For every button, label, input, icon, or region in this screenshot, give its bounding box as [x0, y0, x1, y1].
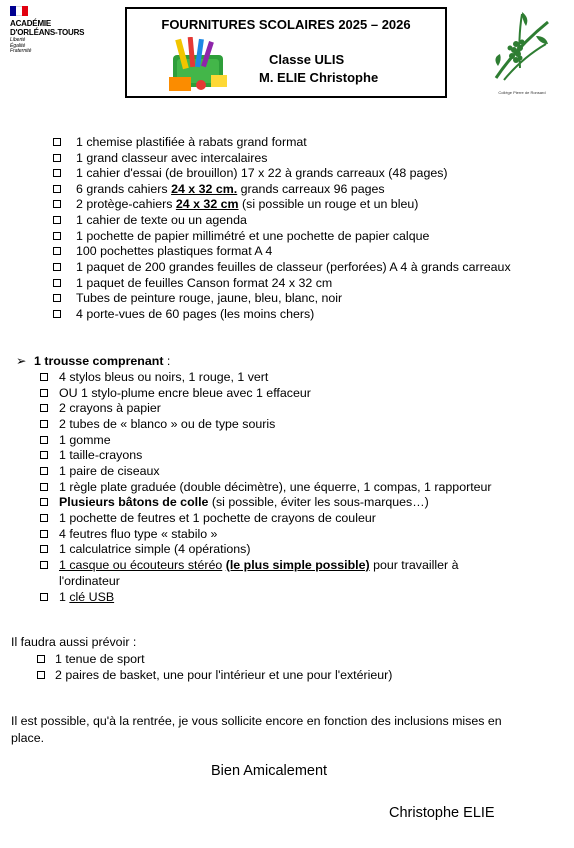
- college-emblem-icon: [486, 8, 556, 90]
- checkbox-icon: [40, 561, 48, 569]
- list-item-text: 1 paire de ciseaux: [59, 464, 160, 478]
- glue-bold: Plusieurs bâtons de colle: [59, 495, 209, 509]
- list-item-text: 1 cahier de texte ou un agenda: [76, 213, 247, 227]
- checkbox-icon: [40, 436, 48, 444]
- list-item-text: 100 pochettes plastiques format A 4: [76, 244, 273, 258]
- text-part: 1: [59, 590, 70, 604]
- text-part: :: [163, 354, 171, 368]
- list-item-text: [59, 495, 429, 509]
- list-item-text: 1 paquet de 200 grandes feuilles de classeur (perforées) A 4 à grands carreaux: [76, 260, 511, 274]
- list-item-text: 1 tenue de sport: [55, 652, 145, 666]
- checkbox-icon: [53, 247, 61, 255]
- trousse-heading: [34, 354, 170, 368]
- academy-name-line2: D'ORLÉANS-TOURS: [10, 28, 85, 37]
- checkbox-icon: [40, 451, 48, 459]
- list-item-text: 1 cahier d'essai (de brouillon) 17 x 22 à grands carreaux (48 pages): [76, 166, 448, 180]
- checkbox-icon: [37, 671, 45, 679]
- header-box: [125, 7, 447, 98]
- checkbox-icon: [40, 467, 48, 475]
- arrow-bullet-icon: ➢: [16, 354, 27, 368]
- usb-underlined: clé USB: [69, 590, 115, 604]
- list-item-text: 4 feutres fluo type « stabilo »: [59, 527, 218, 541]
- text-part: (si possible, éviter les sous-marques…): [208, 495, 429, 509]
- checkbox-icon: [40, 498, 48, 506]
- list-item-text: 1 gomme: [59, 433, 111, 447]
- list-item-text: 2 tubes de « blanco » ou de type souris: [59, 417, 276, 431]
- checkbox-icon: [40, 530, 48, 538]
- text-part: 6 grands cahiers: [76, 182, 172, 196]
- checkbox-icon: [53, 169, 61, 177]
- college-logo: [486, 8, 556, 100]
- list-item-text: 1 taille-crayons: [59, 448, 143, 462]
- checkbox-icon: [53, 138, 61, 146]
- checkbox-icon: [53, 310, 61, 318]
- simple-bold-underlined: (le plus simple possible): [225, 558, 370, 572]
- headset-underlined: 1 casque ou écouteurs stéréo: [59, 558, 223, 572]
- checkbox-icon: [53, 185, 61, 193]
- checkbox-icon: [53, 294, 61, 302]
- school-supplies-icon: [165, 37, 231, 93]
- college-caption: Collège Pierre de Ronsard: [498, 90, 546, 95]
- list-item-text: 4 porte-vues de 60 pages (les moins chers): [76, 307, 315, 321]
- list-item-text: 1 paquet de feuilles Canson format 24 x 32 cm: [76, 276, 333, 290]
- list-item-text: 1 grand classeur avec intercalaires: [76, 151, 268, 165]
- checkbox-icon: [40, 373, 48, 381]
- french-flag-icon: [10, 6, 28, 16]
- checkbox-icon: [40, 545, 48, 553]
- checkbox-icon: [40, 420, 48, 428]
- checkbox-icon: [40, 404, 48, 412]
- checkbox-icon: [53, 154, 61, 162]
- checkbox-icon: [40, 593, 48, 601]
- text-part: pour travailler à: [369, 558, 459, 572]
- checkbox-icon: [53, 200, 61, 208]
- closing-paragraph-line2: place.: [11, 731, 45, 745]
- academy-logo: [10, 6, 102, 66]
- motto-fraternite: Fraternité: [10, 48, 32, 54]
- text-part: grands carreaux 96 pages: [237, 182, 385, 196]
- text-part: (si possible un rouge et un bleu): [238, 197, 419, 211]
- emphasis-size: 24 x 32 cm.: [171, 182, 238, 196]
- list-item-text: [76, 182, 385, 196]
- list-item-text: 4 stylos bleus ou noirs, 1 rouge, 1 vert: [59, 370, 269, 384]
- closing-paragraph-line1: Il est possible, qu'à la rentrée, je vous sollicite encore en fonction des inclusions mises en: [11, 714, 502, 728]
- also-intro: Il faudra aussi prévoir :: [11, 635, 137, 649]
- text-part: 2 protège-cahiers: [76, 197, 176, 211]
- checkbox-icon: [40, 483, 48, 491]
- list-item-text: 2 crayons à papier: [59, 401, 161, 415]
- checkbox-icon: [53, 216, 61, 224]
- flag-red: [22, 6, 28, 16]
- checkbox-icon: [40, 389, 48, 397]
- signature: Christophe ELIE: [389, 805, 495, 821]
- list-item-text: OU 1 stylo-plume encre bleue avec 1 effaceur: [59, 386, 311, 400]
- academy-name-line1: ACADÉMIE: [10, 19, 52, 28]
- checkbox-icon: [53, 232, 61, 240]
- teacher-name: M. ELIE Christophe: [259, 70, 379, 85]
- greeting: Bien Amicalement: [211, 763, 328, 779]
- list-item-text: 1 chemise plastifiée à rabats grand format: [76, 135, 307, 149]
- list-item-text: l'ordinateur: [59, 574, 120, 588]
- checkbox-icon: [53, 279, 61, 287]
- list-item-text: 2 paires de basket, une pour l'intérieur et une pour l'extérieur): [55, 668, 393, 682]
- list-item-text: [76, 197, 418, 211]
- list-item-text: 1 pochette de papier millimétré et une pochette de papier calque: [76, 229, 430, 243]
- list-item-text: 1 pochette de feutres et 1 pochette de crayons de couleur: [59, 511, 376, 525]
- list-item-text: 1 règle plate graduée (double décimètre), une équerre, 1 compas, 1 rapporteur: [59, 480, 492, 494]
- motto-egalite: Égalité: [10, 42, 26, 49]
- checkbox-icon: [40, 514, 48, 522]
- checkbox-icon: [53, 263, 61, 271]
- emphasis-size: 24 x 32 cm: [175, 197, 239, 211]
- trousse-heading-bold: 1 trousse comprenant: [34, 354, 164, 368]
- list-item-text: Tubes de peinture rouge, jaune, bleu, blanc, noir: [76, 291, 343, 305]
- document-title: FOURNITURES SCOLAIRES 2025 – 2026: [161, 17, 411, 32]
- list-item-text: [59, 558, 458, 572]
- motto-liberte: Liberté: [10, 37, 26, 43]
- class-name: Classe ULIS: [269, 52, 345, 67]
- checkbox-icon: [37, 655, 45, 663]
- list-item-text: 1 calculatrice simple (4 opérations): [59, 542, 251, 556]
- list-item-text: [59, 590, 114, 604]
